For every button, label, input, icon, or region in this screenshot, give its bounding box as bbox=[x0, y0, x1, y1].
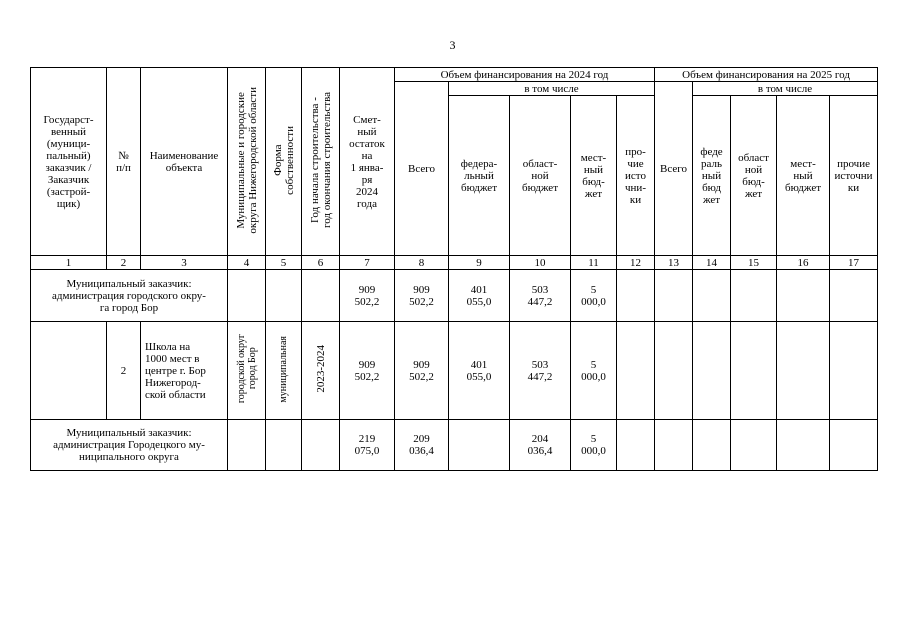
school-federal-2024: 401 055,0 bbox=[449, 322, 510, 420]
school-ownership-cell bbox=[266, 322, 302, 420]
column-number: 9 bbox=[449, 256, 510, 270]
header-municipality-cell bbox=[228, 68, 266, 256]
column-number: 16 bbox=[777, 256, 830, 270]
column-number-row bbox=[31, 256, 878, 270]
header-other-2025: прочие источни ки bbox=[830, 96, 878, 256]
header-regional-2025: област ной бюд- жет bbox=[731, 96, 777, 256]
header-total-2024: Всего bbox=[395, 82, 449, 256]
header-funding-2025: Объем финансирования на 2025 год bbox=[655, 68, 878, 82]
header-funding-2024: Объем финансирования на 2024 год bbox=[395, 68, 655, 82]
school-years: 2023-2024 bbox=[314, 345, 327, 393]
header-total-2025: Всего bbox=[655, 82, 693, 256]
financing-table bbox=[30, 67, 878, 471]
column-number: 4 bbox=[228, 256, 266, 270]
header-local-2025: мест- ный бюджет bbox=[777, 96, 830, 256]
gorodets-total-2024: 209 036,4 bbox=[395, 420, 449, 471]
gorodets-local-2024: 5 000,0 bbox=[571, 420, 617, 471]
school-municipality: городской округ город Бор bbox=[235, 334, 258, 404]
header-ownership: Форма собственности bbox=[271, 125, 296, 195]
column-number: 7 bbox=[340, 256, 395, 270]
column-number: 11 bbox=[571, 256, 617, 270]
column-number: 2 bbox=[107, 256, 141, 270]
header-local-2024: мест- ный бюд- жет bbox=[571, 96, 617, 256]
column-number: 17 bbox=[830, 256, 878, 270]
header-federal-2025: феде раль ный бюд жет bbox=[693, 96, 731, 256]
column-number: 10 bbox=[510, 256, 571, 270]
header-years-cell bbox=[302, 68, 340, 256]
header-balance: Смет- ный остаток на 1 янва- ря 2024 года bbox=[340, 68, 395, 256]
header-including-2024: в том числе bbox=[449, 82, 655, 96]
column-number: 1 bbox=[31, 256, 107, 270]
school-num: 2 bbox=[107, 322, 141, 420]
school-total-2024: 909 502,2 bbox=[395, 322, 449, 420]
customer-bor-label: Муниципальный заказчик: администрация городского окру- га город Бор bbox=[31, 270, 228, 322]
school-local-2024: 5 000,0 bbox=[571, 322, 617, 420]
column-number: 6 bbox=[302, 256, 340, 270]
header-years: Год начала строительства - год окончания строительства bbox=[308, 92, 333, 228]
column-number: 12 bbox=[617, 256, 655, 270]
bor-total-2024: 909 502,2 bbox=[395, 270, 449, 322]
table-row bbox=[31, 322, 878, 420]
school-years-cell bbox=[302, 322, 340, 420]
column-number: 3 bbox=[141, 256, 228, 270]
header-ownership-cell bbox=[266, 68, 302, 256]
header-including-2025: в том числе bbox=[693, 82, 878, 96]
gorodets-balance: 219 075,0 bbox=[340, 420, 395, 471]
header-object-name: Наименование объекта bbox=[141, 68, 228, 256]
school-regional-2024: 503 447,2 bbox=[510, 322, 571, 420]
column-number: 8 bbox=[395, 256, 449, 270]
page-number: 3 bbox=[449, 38, 456, 52]
school-name: Школа на 1000 мест в центре г. Бор Нижегород- ской области bbox=[141, 322, 228, 420]
school-municipality-cell bbox=[228, 322, 266, 420]
bor-balance: 909 502,2 bbox=[340, 270, 395, 322]
bor-federal-2024: 401 055,0 bbox=[449, 270, 510, 322]
customer-gorodets-label: Муниципальный заказчик: администрация Городецкого му- ниципального округа bbox=[31, 420, 228, 471]
header-municipality: Муниципальные и городские округа Нижегородской области bbox=[234, 86, 259, 234]
column-number: 13 bbox=[655, 256, 693, 270]
header-customer: Государст- венный (муници- пальный) заказчик / Заказчик (застрой- щик) bbox=[31, 68, 107, 256]
header-federal-2024: федера- льный бюджет bbox=[449, 96, 510, 256]
header-num: № п/п bbox=[107, 68, 141, 256]
column-number: 14 bbox=[693, 256, 731, 270]
gorodets-regional-2024: 204 036,4 bbox=[510, 420, 571, 471]
header-other-2024: про- чие исто чни- ки bbox=[617, 96, 655, 256]
column-number: 15 bbox=[731, 256, 777, 270]
table-row bbox=[31, 270, 878, 322]
school-ownership: муниципальная bbox=[278, 335, 289, 403]
header-regional-2024: област- ной бюджет bbox=[510, 96, 571, 256]
column-number: 5 bbox=[266, 256, 302, 270]
bor-regional-2024: 503 447,2 bbox=[510, 270, 571, 322]
table-row bbox=[31, 420, 878, 471]
bor-local-2024: 5 000,0 bbox=[571, 270, 617, 322]
school-balance: 909 502,2 bbox=[340, 322, 395, 420]
